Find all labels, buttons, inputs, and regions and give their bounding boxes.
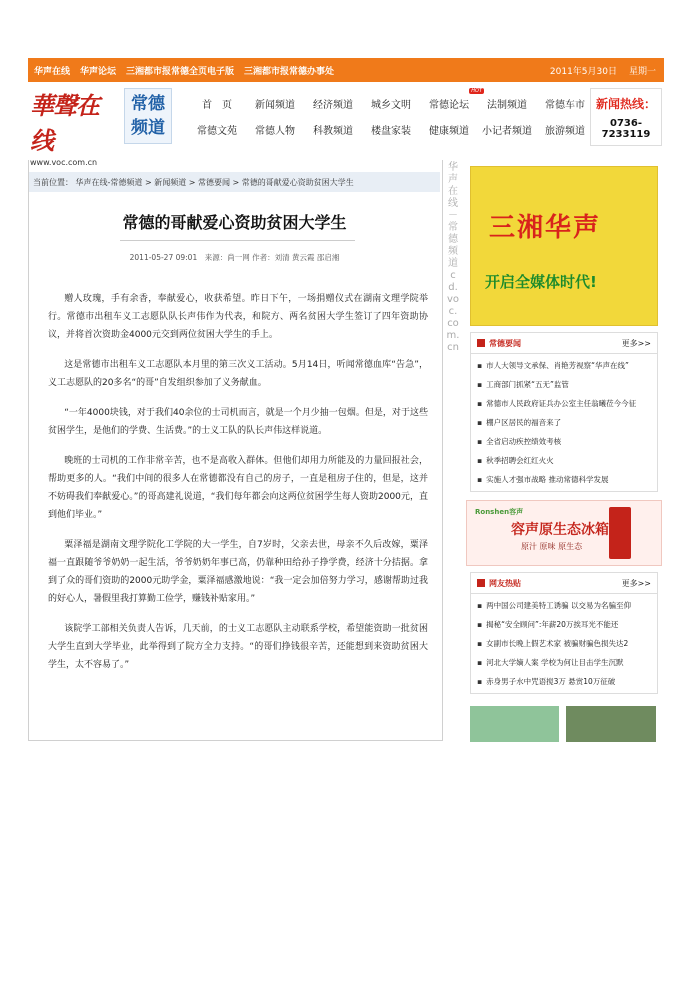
list-item[interactable]: ▪ 全省启动疾控绩效考核 [477, 432, 651, 451]
list-item[interactable]: ▪ 赤身男子水中咒语搅3万 悬赏10万征破 [477, 672, 651, 691]
nav-literature[interactable]: 常德文苑 [197, 125, 237, 137]
nav-science[interactable]: 科教频道 [313, 125, 353, 137]
breadcrumb: 当前位置： 华声在线-常德频道 > 新闻频道 > 常德要闻 > 常德的哥献爱心资助贫困大学生 [29, 172, 440, 192]
top-bar [28, 58, 664, 82]
nav-home[interactable]: 首 页 [202, 99, 232, 111]
nav-economy[interactable]: 经济频道 [313, 99, 353, 111]
hot-box-title: 网友热贴 [477, 578, 521, 589]
hot-badge: HOT [471, 87, 482, 94]
nav-cars[interactable]: 常德车市 [545, 99, 585, 111]
article-meta: 2011-05-27 09:01 来源：尚一网 作者：刘清 黄云霞 邵启湘 [129, 253, 340, 262]
list-item[interactable]: ▪ 工商部门抓紧“五无”监管 [477, 375, 651, 394]
top-link-epaper[interactable]: 三湘都市报常德全页电子版 [126, 66, 235, 77]
site-logo[interactable] [30, 86, 120, 167]
ad-banner-fridge[interactable] [466, 500, 662, 566]
top-link-huasheng[interactable]: 华声在线 [34, 66, 71, 77]
hot-box-more-link[interactable]: 更多>> [621, 578, 651, 588]
vertical-site-label: 华声在线－常德频道 cd.voc.com.cn [446, 162, 460, 353]
news-box-more-link[interactable]: 更多>> [621, 338, 651, 348]
list-item[interactable]: ▪ 河北大学嫡人案 学校为何让目击学生沉默 [477, 653, 651, 672]
article-paragraph: “一年4000块钱，对于我们40余位的士司机而言，就是一个月少抽一包烟。但是，对于这些贫困学生，是他们的学费、生活费。”的士义工队的队长声伟这样说道。 [48, 408, 428, 436]
title-divider [120, 240, 355, 241]
ad-headline: 容声原生态冰箱 [511, 522, 609, 538]
list-item[interactable]: ▪ 揭秘“安全顾问”:年薪20万挨耳光不能还 [477, 615, 651, 634]
channel-badge: 常德频道 [124, 88, 172, 144]
article-title: 常德的哥献爱心资助贫困大学生 [122, 213, 347, 232]
date-display [550, 64, 664, 77]
hotline-label: 新闻热线： [595, 97, 656, 111]
ad-tagline: 原汁 原味 原生态 [521, 542, 583, 551]
logo-url: www.voc.com.cn [30, 158, 98, 167]
list-item[interactable]: ▪ 实施人才强市战略 推动常德科学发展 [477, 470, 651, 489]
hot-posts-box [470, 572, 658, 694]
nav-realestate[interactable]: 楼盘家装 [371, 125, 411, 137]
list-item[interactable]: ▪ 市人大领导文承保、肖艳芳视察“华声在线” [477, 356, 651, 375]
thumbnail-image[interactable] [566, 706, 656, 742]
nav-civilization[interactable]: 城乡文明 [371, 99, 411, 111]
top-links [28, 64, 334, 77]
ad-brand: Ronshen容声 [475, 508, 524, 516]
banner-slogan: 开启全媒体时代! [485, 273, 597, 291]
article-paragraph: 这是常德市出租车义工志愿队本月里的第三次义工活动。5月14日，听闻常德血库“告急”，义工志愿队的20多名“的哥”自发组织参加了义务献血。 [48, 360, 428, 388]
nav-forum-label: 常德论坛 [429, 99, 469, 111]
news-box-title: 常德要闻 [477, 338, 521, 349]
nav-forum[interactable] [420, 87, 482, 111]
site-header [28, 84, 664, 167]
article-paragraph: 该院学工部相关负责人告诉，几天前，的士义工志愿队主动联系学校，希望能资助一批贫困大学生直到大学毕业，此举得到了院方全力支持。“的哥们挣钱很辛苦，还能想到来资助贫困大学生，太不容易了。” [48, 624, 428, 670]
top-link-office[interactable]: 三湘都市报常德办事处 [244, 66, 335, 77]
list-item[interactable]: ▪ 女副市长晚上假艺术家 被骗财骗色损失达2 [477, 634, 651, 653]
thumbnail-image[interactable] [470, 706, 559, 742]
article-paragraph: 晚班的士司机的工作非常辛苦，也不是高收入群体。但他们却用力所能及的力量回报社会，帮助更多的人。“我们中间的很多人在常德都没有自己的房子，一直是租房子住的，但是，这并不妨碍我们奉献爱心。”的哥高建礼说道，“我们每年都会向这两位贫困学生每人资助2000元，直到他们毕业。” [48, 456, 428, 520]
list-item[interactable]: ▪ 秋季招聘会红红火火 [477, 451, 651, 470]
date-text: 2011年5月30日 [549, 66, 617, 77]
news-list [471, 354, 657, 491]
news-hotline [590, 88, 662, 146]
nav-people[interactable]: 常德人物 [255, 125, 295, 137]
logo-text: 華聲在线 [30, 91, 99, 155]
nav-row-1 [188, 87, 598, 116]
article-paragraph: 赠人玫瑰，手有余香，奉献爱心，收获希望。昨日下午，一场捐赠仪式在湖南文理学院举行。常德市出租车义工志愿队队长声伟作为代表，和院方、两名贫困大学生签订了四年资助协议，并将首次资助金4000元交到两位贫困大学生的手上。 [48, 294, 428, 340]
hotline-number: 0736-7233119 [601, 118, 651, 140]
hot-list [471, 594, 657, 693]
banner-title: 三湘华声 [489, 213, 602, 243]
nav-law[interactable]: 法制频道 [487, 99, 527, 111]
news-box-header [471, 333, 657, 354]
nav-travel[interactable]: 旅游频道 [545, 125, 585, 137]
nav-row-2 [188, 116, 598, 142]
main-nav [188, 87, 598, 142]
nav-news[interactable]: 新闻频道 [255, 99, 295, 111]
nav-reporter[interactable]: 小记者频道 [482, 125, 532, 137]
list-item[interactable]: ▪ 常德市人民政府证兵办公室主任翁曦莅今今征 [477, 394, 651, 413]
article-body [48, 290, 428, 686]
weekday-text: 星期一 [628, 66, 656, 77]
fridge-image [609, 507, 631, 559]
article-paragraph: 粟泽福是湖南文理学院化工学院的大一学生，自7岁时，父亲去世，母亲不久后改嫁，粟泽福一直跟随爷爷奶奶一起生活，爷爷奶奶年事已高，仍靠种田给孙子挣学费，经济十分拮据。拿到了众的哥们资助的2000元助学金，粟泽福感激地说：“我一定会加倍努力学习，感谢帮助过我的好心人，暑假里我打算勤工俭学，赚钱补贴家用。” [48, 540, 428, 604]
list-item[interactable]: ▪ 两中国公司建美特工诱骗 以交易为名骗至仰 [477, 596, 651, 615]
news-box [470, 332, 658, 492]
nav-health[interactable]: 健康频道 [429, 125, 469, 137]
hot-box-header [471, 573, 657, 594]
ad-banner-sanxiang[interactable] [470, 166, 658, 326]
list-item[interactable]: ▪ 棚户区居民的福音来了 [477, 413, 651, 432]
top-link-forum[interactable]: 华声论坛 [80, 66, 117, 77]
